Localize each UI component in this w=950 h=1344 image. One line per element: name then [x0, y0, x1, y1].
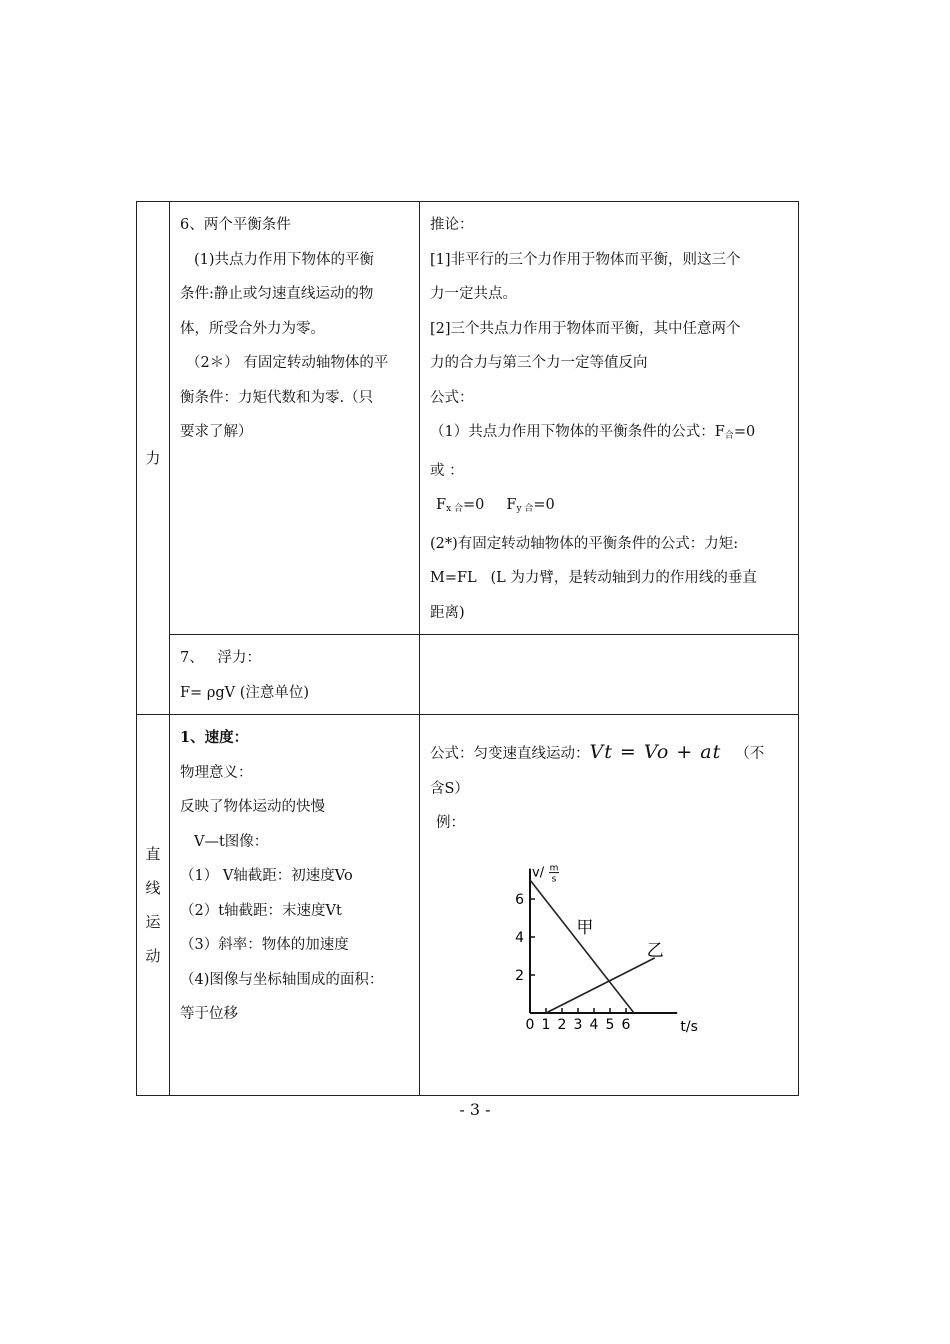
- category-char: 动: [145, 947, 161, 965]
- text-line: [2]三个共点力作用于物体而平衡，其中任意两个: [430, 320, 741, 337]
- buoyancy-heading: 7、 浮力：: [180, 650, 262, 666]
- text-line: 或 ：: [430, 462, 464, 479]
- text-fragment: F: [506, 497, 517, 513]
- series-label: 甲: [576, 917, 594, 938]
- subscript: y 合: [516, 504, 534, 514]
- text-line: （2＊） 有固定转动轴物体的平: [186, 355, 389, 371]
- category-char: 运: [145, 913, 161, 931]
- y-unit-numerator: m: [549, 863, 559, 874]
- subscript: x 合: [446, 504, 463, 514]
- text-fragment: 公式：匀变速直线运动：: [430, 746, 590, 762]
- x-axis-label: t/s: [680, 1018, 698, 1035]
- text-line: 力的合力与第三个力一定等值反向: [430, 355, 648, 371]
- text-line: （4)图像与坐标轴围成的面积：: [180, 971, 384, 988]
- table-row: [137, 635, 799, 715]
- x-tick-label: 1: [541, 1016, 551, 1033]
- x-tick-label: 2: [557, 1016, 567, 1033]
- text-fragment: F: [436, 497, 447, 513]
- buoyancy-cell: [170, 635, 420, 715]
- text-line: 含S）: [430, 780, 469, 797]
- text-fragment: =0: [733, 424, 756, 440]
- text-line: [1]非平行的三个力作用于物体而平衡，则这三个: [430, 251, 741, 268]
- vt-graph: [500, 861, 720, 1051]
- x-tick-label: 3: [573, 1016, 583, 1033]
- text-fragment: =0: [463, 497, 485, 513]
- content-table: [136, 201, 799, 1096]
- velocity-heading: 1、速度：: [180, 729, 249, 746]
- y-tick-label: 6: [515, 891, 524, 908]
- balance-heading: 6、两个平衡条件: [180, 217, 291, 233]
- x-tick-label: 4: [589, 1016, 599, 1033]
- text-line: 要求了解）: [180, 424, 253, 440]
- y-axis-label: v/: [532, 865, 545, 881]
- text-line: 例：: [436, 815, 465, 831]
- text-line: （3）斜率：物体的加速度: [180, 937, 349, 953]
- velocity-formula: Vt = Vo + at: [589, 741, 722, 763]
- page-number: - 3 -: [459, 1100, 491, 1119]
- y-tick-label: 2: [515, 967, 524, 984]
- text-line: 推论：: [430, 217, 474, 233]
- series-label: 乙: [646, 940, 664, 961]
- text-line: 条件:静止或匀速直线运动的物: [180, 286, 374, 302]
- text-line: M=FL (L 为力臂，是转动轴到力的作用线的垂直: [430, 570, 757, 586]
- x-tick-label: 6: [621, 1016, 631, 1033]
- text-line: （2）t轴截距：末速度Vt: [180, 902, 342, 919]
- category-label: 力: [145, 449, 161, 467]
- y-tick-label: 4: [515, 929, 524, 946]
- text-line: 体，所受合外力为零。: [180, 320, 325, 337]
- x-tick-label: 0: [525, 1016, 535, 1033]
- text-line: （1） V轴截距：初速度Vo: [180, 868, 353, 884]
- text-line: 物理意义：: [180, 764, 253, 781]
- formula-line: [430, 735, 788, 772]
- balance-conditions-cell: [170, 202, 420, 635]
- text-line: V—t图像：: [194, 833, 269, 850]
- category-force: [137, 202, 170, 715]
- category-char: 直: [145, 845, 161, 863]
- text-fragment: =0: [533, 497, 555, 513]
- series-line: [546, 957, 655, 1012]
- formula-line: [430, 415, 788, 454]
- y-unit-denominator: s: [551, 874, 557, 885]
- balance-formulas-cell: [420, 202, 799, 635]
- subscript: 合: [724, 431, 734, 441]
- text-line: 力一定共点。: [430, 286, 517, 302]
- text-line: 衡条件：力矩代数和为零.（只: [180, 389, 374, 406]
- text-line: 距离): [430, 604, 465, 621]
- buoyancy-formula: F= ρgV (注意单位): [180, 684, 310, 701]
- table-row: [137, 202, 799, 635]
- category-char: 线: [145, 879, 161, 897]
- series-line: [530, 880, 634, 1013]
- category-motion: [137, 715, 170, 1096]
- velocity-formula-cell: [420, 715, 799, 1096]
- text-fragment: （不: [735, 746, 765, 762]
- text-line: 公式：: [430, 389, 474, 406]
- x-tick-label: 5: [605, 1016, 615, 1033]
- empty-cell: [420, 635, 799, 715]
- text-line: 反映了物体运动的快慢: [180, 799, 325, 815]
- text-line: 等于位移: [180, 1006, 238, 1022]
- velocity-cell: [170, 715, 420, 1096]
- table-row: [137, 715, 799, 1096]
- text-fragment: （1）共点力作用下物体的平衡条件的公式：F: [430, 424, 725, 440]
- component-formula-line: [430, 488, 788, 527]
- text-line: (1)共点力作用下物体的平衡: [194, 251, 375, 268]
- text-line: (2*)有固定转动轴物体的平衡条件的公式：力矩:: [430, 535, 739, 552]
